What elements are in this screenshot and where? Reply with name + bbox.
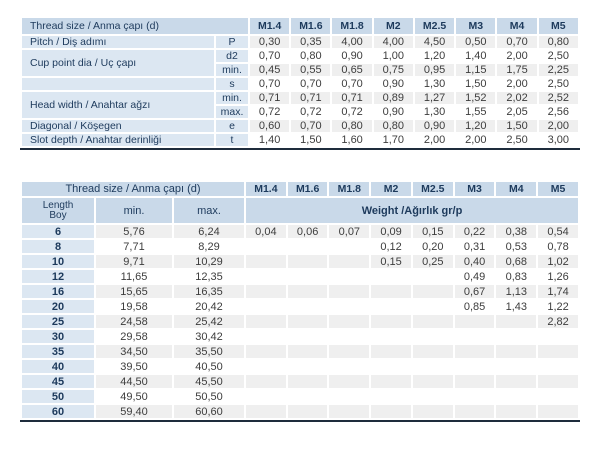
weight-cell: [288, 240, 328, 253]
weight-cell: 0,07: [329, 225, 369, 238]
weight-column-header: Weight /Ağırlık gr/p: [246, 198, 578, 223]
value-cell: 0,35: [291, 36, 330, 48]
weight-cell: [288, 330, 328, 343]
min-cell: 39,50: [96, 360, 172, 373]
weight-cell: [413, 315, 453, 328]
weight-cell: [371, 405, 411, 418]
weight-cell: [413, 345, 453, 358]
weight-cell: [496, 390, 536, 403]
weight-cell: [329, 330, 369, 343]
min-cell: 24,58: [96, 315, 172, 328]
length-row-50: [22, 390, 578, 403]
value-cell: 4,00: [332, 36, 371, 48]
weight-cell: [329, 375, 369, 388]
value-cell: 0,90: [415, 120, 454, 132]
row-symbol: e: [216, 120, 248, 132]
min-cell: 34,50: [96, 345, 172, 358]
thread-size-header-2: Thread size / Anma çapı (d): [22, 182, 244, 196]
weight-cell: [288, 375, 328, 388]
weight-cell: [455, 330, 495, 343]
row-symbol: max.: [216, 106, 248, 118]
max-cell: 6,24: [174, 225, 244, 238]
weight-cell: 0,22: [455, 225, 495, 238]
length-row-8: [22, 240, 578, 253]
length-row-40: [22, 360, 578, 373]
weight-cell: 0,06: [288, 225, 328, 238]
value-cell: 1,60: [332, 134, 371, 146]
row-label: Diagonal / Köşegen: [22, 120, 214, 132]
weight-cell: 0,09: [371, 225, 411, 238]
weight-cell: [538, 405, 578, 418]
max-cell: 30,42: [174, 330, 244, 343]
weight-cell: [496, 345, 536, 358]
dimensions-table: [20, 16, 580, 148]
weight-cell: [329, 240, 369, 253]
value-cell: 0,71: [332, 92, 371, 104]
length-row-6: [22, 225, 578, 238]
length-cell: 30: [22, 330, 94, 343]
value-cell: 4,00: [374, 36, 413, 48]
weight-cell: [413, 300, 453, 313]
weight-cell: 0,12: [371, 240, 411, 253]
value-cell: 0,89: [374, 92, 413, 104]
length-row-30: [22, 330, 578, 343]
weight-cell: 0,25: [413, 255, 453, 268]
dimension-row: [22, 120, 578, 132]
weight-cell: [329, 360, 369, 373]
value-cell: 1,40: [250, 134, 289, 146]
value-cell: 0,80: [291, 50, 330, 62]
weight-cell: [538, 375, 578, 388]
weight-cell: [455, 360, 495, 373]
weight-cell: [329, 255, 369, 268]
weight-cell: 1,74: [538, 285, 578, 298]
value-cell: 1,20: [456, 120, 495, 132]
weight-cell: [371, 285, 411, 298]
value-cell: 1,50: [291, 134, 330, 146]
weight-cell: [371, 330, 411, 343]
weight-cell: 0,85: [455, 300, 495, 313]
min-cell: 49,50: [96, 390, 172, 403]
weight-cell: [496, 405, 536, 418]
length-row-60: [22, 405, 578, 418]
column-header-M4: M4: [497, 18, 536, 34]
value-cell: 1,15: [456, 64, 495, 76]
max-cell: 12,35: [174, 270, 244, 283]
value-cell: 0,90: [374, 106, 413, 118]
weights-header-row-2: [22, 198, 578, 223]
min-column-header: min.: [96, 198, 172, 223]
weights-body: [22, 225, 578, 418]
weight-cell: [413, 405, 453, 418]
max-cell: 10,29: [174, 255, 244, 268]
weight-cell: [371, 345, 411, 358]
weight-cell: [246, 255, 286, 268]
value-cell: 1,52: [456, 92, 495, 104]
value-cell: 2,25: [539, 64, 578, 76]
weight-cell: [371, 270, 411, 283]
weight-cell: 0,68: [496, 255, 536, 268]
column-header-M1.6: M1.6: [288, 182, 328, 196]
weight-cell: 1,02: [538, 255, 578, 268]
value-cell: 1,75: [497, 64, 536, 76]
row-symbol: min.: [216, 92, 248, 104]
weight-cell: 0,53: [496, 240, 536, 253]
min-cell: 5,76: [96, 225, 172, 238]
value-cell: 1,50: [497, 120, 536, 132]
length-label-tr: Boy: [49, 209, 67, 221]
value-cell: 4,50: [415, 36, 454, 48]
value-cell: 0,30: [250, 36, 289, 48]
weight-cell: 1,26: [538, 270, 578, 283]
length-row-10: [22, 255, 578, 268]
weight-cell: [413, 390, 453, 403]
value-cell: 1,20: [415, 50, 454, 62]
min-cell: 9,71: [96, 255, 172, 268]
weight-cell: [288, 270, 328, 283]
value-cell: 0,50: [456, 36, 495, 48]
value-cell: 0,70: [291, 120, 330, 132]
weight-cell: [246, 315, 286, 328]
column-header-M1.4: M1.4: [246, 182, 286, 196]
length-row-16: [22, 285, 578, 298]
value-cell: 0,71: [291, 92, 330, 104]
row-label: Cup point dia / Uç çapı: [22, 50, 214, 76]
weight-cell: [288, 360, 328, 373]
max-cell: 16,35: [174, 285, 244, 298]
weight-cell: [413, 270, 453, 283]
weight-cell: [371, 390, 411, 403]
dimensions-table-wrap: [20, 16, 580, 150]
value-cell: 1,70: [374, 134, 413, 146]
row-label: [22, 78, 214, 90]
weight-cell: [329, 300, 369, 313]
weight-cell: [288, 255, 328, 268]
length-cell: 16: [22, 285, 94, 298]
dimension-row: [22, 50, 578, 62]
value-cell: 2,05: [497, 106, 536, 118]
value-cell: 0,90: [332, 50, 371, 62]
weight-cell: [246, 330, 286, 343]
value-cell: 0,70: [332, 78, 371, 90]
min-cell: 15,65: [96, 285, 172, 298]
weight-cell: [538, 360, 578, 373]
dimension-row: [22, 92, 578, 104]
weight-cell: [538, 345, 578, 358]
weight-cell: [288, 390, 328, 403]
length-cell: 6: [22, 225, 94, 238]
row-symbol: s: [216, 78, 248, 90]
weight-cell: [246, 375, 286, 388]
column-header-M3: M3: [456, 18, 495, 34]
value-cell: 2,00: [497, 50, 536, 62]
row-symbol: min.: [216, 64, 248, 76]
length-cell: 60: [22, 405, 94, 418]
weights-header-row-1: [22, 182, 578, 196]
max-cell: 50,50: [174, 390, 244, 403]
weight-cell: 0,38: [496, 225, 536, 238]
min-cell: 11,65: [96, 270, 172, 283]
column-header-M1.8: M1.8: [329, 182, 369, 196]
dimension-row: [22, 78, 578, 90]
weight-cell: [413, 330, 453, 343]
column-header-M5: M5: [538, 182, 578, 196]
weight-cell: [329, 270, 369, 283]
value-cell: 0,75: [374, 64, 413, 76]
value-cell: 1,30: [415, 78, 454, 90]
min-cell: 7,71: [96, 240, 172, 253]
min-cell: 59,40: [96, 405, 172, 418]
value-cell: 0,65: [332, 64, 371, 76]
weight-cell: [288, 405, 328, 418]
value-cell: 0,70: [291, 78, 330, 90]
column-header-M2.5: M2.5: [415, 18, 454, 34]
value-cell: 2,50: [539, 50, 578, 62]
column-header-M1.4: M1.4: [250, 18, 289, 34]
column-header-M3: M3: [455, 182, 495, 196]
value-cell: 0,90: [374, 78, 413, 90]
weight-cell: [329, 345, 369, 358]
weight-cell: 0,54: [538, 225, 578, 238]
value-cell: 0,72: [250, 106, 289, 118]
value-cell: 1,27: [415, 92, 454, 104]
weight-cell: [413, 375, 453, 388]
length-label-en: Length: [42, 199, 74, 211]
weight-cell: [329, 315, 369, 328]
weight-cell: 1,22: [538, 300, 578, 313]
weight-cell: 0,40: [455, 255, 495, 268]
weight-cell: [288, 285, 328, 298]
weight-cell: [455, 405, 495, 418]
length-row-35: [22, 345, 578, 358]
weight-cell: [329, 285, 369, 298]
value-cell: 2,00: [456, 134, 495, 146]
value-cell: 0,45: [250, 64, 289, 76]
weight-cell: [413, 360, 453, 373]
column-header-M1.6: M1.6: [291, 18, 330, 34]
dimension-row: [22, 36, 578, 48]
length-cell: 40: [22, 360, 94, 373]
value-cell: 0,80: [374, 120, 413, 132]
weight-cell: 0,67: [455, 285, 495, 298]
value-cell: 2,50: [539, 78, 578, 90]
weight-cell: [246, 270, 286, 283]
weight-cell: 0,15: [371, 255, 411, 268]
min-cell: 29,58: [96, 330, 172, 343]
value-cell: 0,60: [250, 120, 289, 132]
length-cell: 12: [22, 270, 94, 283]
row-symbol: d2: [216, 50, 248, 62]
value-cell: 1,30: [415, 106, 454, 118]
weights-table: [20, 180, 580, 420]
weight-cell: [538, 330, 578, 343]
weight-cell: [246, 345, 286, 358]
length-cell: 35: [22, 345, 94, 358]
weight-cell: [246, 360, 286, 373]
thread-size-header: Thread size / Anma çapı (d): [22, 18, 248, 34]
weight-cell: 1,43: [496, 300, 536, 313]
length-row-20: [22, 300, 578, 313]
column-header-M2: M2: [371, 182, 411, 196]
value-cell: 2,52: [539, 92, 578, 104]
value-cell: 2,00: [415, 134, 454, 146]
weight-cell: [246, 300, 286, 313]
weight-cell: 1,13: [496, 285, 536, 298]
row-symbol: t: [216, 134, 248, 146]
length-row-45: [22, 375, 578, 388]
value-cell: 0,95: [415, 64, 454, 76]
weight-cell: [329, 405, 369, 418]
row-label: Pitch / Diş adımı: [22, 36, 214, 48]
weight-cell: 0,20: [413, 240, 453, 253]
weight-cell: [455, 390, 495, 403]
weight-cell: [371, 315, 411, 328]
max-cell: 8,29: [174, 240, 244, 253]
value-cell: 2,56: [539, 106, 578, 118]
row-label: Slot depth / Anahtar derinliği: [22, 134, 214, 146]
column-header-M5: M5: [539, 18, 578, 34]
value-cell: 1,40: [456, 50, 495, 62]
min-cell: 44,50: [96, 375, 172, 388]
value-cell: 0,70: [250, 50, 289, 62]
weight-cell: [288, 345, 328, 358]
dimensions-body: [22, 36, 578, 146]
max-cell: 35,50: [174, 345, 244, 358]
value-cell: 0,80: [332, 120, 371, 132]
weight-cell: [538, 390, 578, 403]
weight-cell: 0,49: [455, 270, 495, 283]
weight-cell: 0,04: [246, 225, 286, 238]
length-cell: 8: [22, 240, 94, 253]
weight-cell: 2,82: [538, 315, 578, 328]
min-cell: 19,58: [96, 300, 172, 313]
value-cell: 1,50: [456, 78, 495, 90]
max-cell: 45,50: [174, 375, 244, 388]
weight-cell: [455, 375, 495, 388]
weight-cell: [246, 390, 286, 403]
weight-cell: [371, 300, 411, 313]
length-cell: 50: [22, 390, 94, 403]
dimensions-header-row: [22, 18, 578, 34]
row-label: Head width / Anahtar ağzı: [22, 92, 214, 118]
value-cell: 0,70: [250, 78, 289, 90]
value-cell: 2,50: [497, 134, 536, 146]
value-cell: 0,70: [497, 36, 536, 48]
weights-table-wrap: [20, 180, 580, 422]
weight-cell: [288, 300, 328, 313]
max-cell: 20,42: [174, 300, 244, 313]
weight-cell: [246, 405, 286, 418]
value-cell: 0,55: [291, 64, 330, 76]
length-cell: 25: [22, 315, 94, 328]
length-cell: 10: [22, 255, 94, 268]
value-cell: 2,02: [497, 92, 536, 104]
column-header-M2.5: M2.5: [413, 182, 453, 196]
weight-cell: 0,15: [413, 225, 453, 238]
weight-cell: [455, 315, 495, 328]
weight-cell: [496, 315, 536, 328]
weight-cell: [371, 360, 411, 373]
weight-cell: [496, 375, 536, 388]
weight-cell: [329, 390, 369, 403]
dimension-row: [22, 134, 578, 146]
value-cell: 2,00: [497, 78, 536, 90]
max-cell: 40,50: [174, 360, 244, 373]
max-column-header: max.: [174, 198, 244, 223]
length-cell: 20: [22, 300, 94, 313]
value-cell: 1,00: [374, 50, 413, 62]
weight-cell: [496, 360, 536, 373]
value-cell: 0,71: [250, 92, 289, 104]
length-row-25: [22, 315, 578, 328]
max-cell: 25,42: [174, 315, 244, 328]
value-cell: 0,80: [539, 36, 578, 48]
value-cell: 1,55: [456, 106, 495, 118]
row-symbol: P: [216, 36, 248, 48]
weight-cell: 0,31: [455, 240, 495, 253]
value-cell: 3,00: [539, 134, 578, 146]
value-cell: 0,72: [291, 106, 330, 118]
length-cell: 45: [22, 375, 94, 388]
weight-cell: [288, 315, 328, 328]
weight-cell: [455, 345, 495, 358]
value-cell: 2,00: [539, 120, 578, 132]
value-cell: 0,72: [332, 106, 371, 118]
weight-cell: 0,83: [496, 270, 536, 283]
max-cell: 60,60: [174, 405, 244, 418]
weight-cell: [246, 285, 286, 298]
weight-cell: [246, 240, 286, 253]
column-header-M1.8: M1.8: [332, 18, 371, 34]
weight-cell: [371, 375, 411, 388]
weight-cell: [496, 330, 536, 343]
length-column-header: [22, 198, 94, 223]
length-row-12: [22, 270, 578, 283]
weight-cell: 0,78: [538, 240, 578, 253]
weight-cell: [413, 285, 453, 298]
column-header-M2: M2: [374, 18, 413, 34]
column-header-M4: M4: [496, 182, 536, 196]
